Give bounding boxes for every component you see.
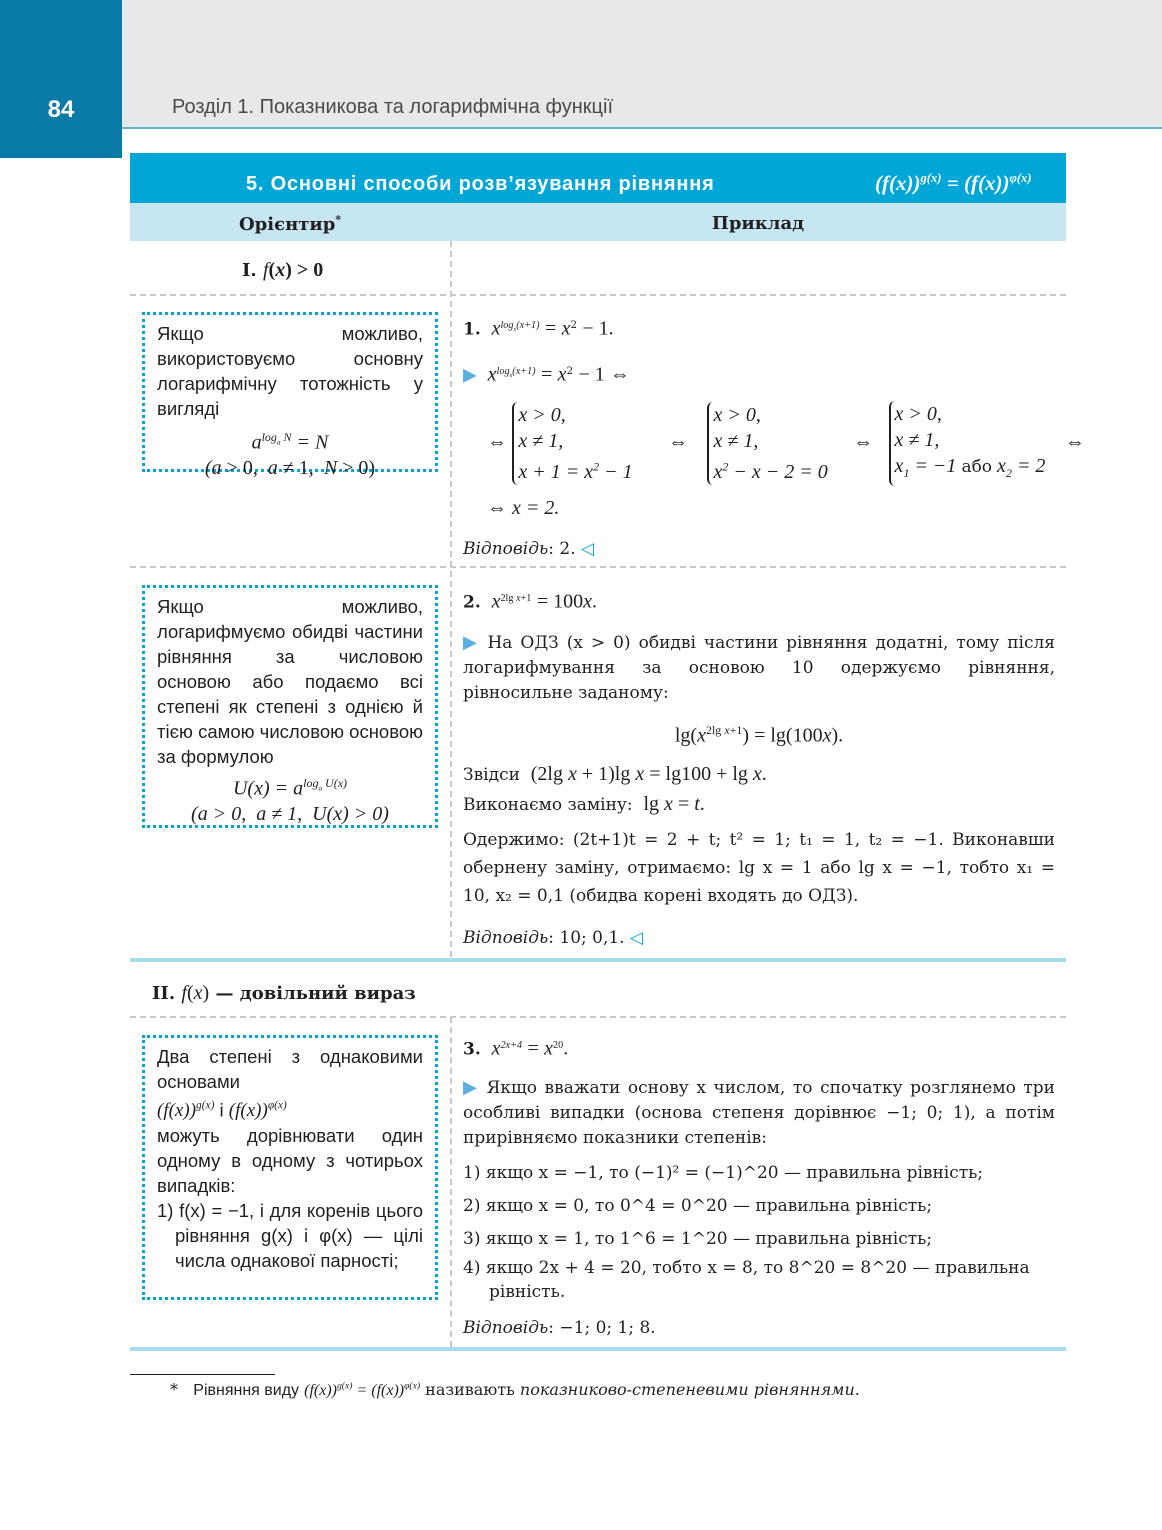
guide-box-2 [142,585,438,828]
example-1-systems: ⇔ x > 0, x ≠ 1, $x + 1 = x^2 - 1$ ⇔ x > 0, x ≠ 1, $x^2 - x - 2 = 0$ ⇔ x > 0, x ≠ 1, $x_1 = -1$ або $x_2 = 2$ ⇔ [463,401,1055,486]
chapter-title: Розділ 1. Показникова та логарифмічна функції [172,96,613,118]
example-2-answer: Відповідь: 10; 0,1. ◁ [463,928,644,949]
answer-end-icon: ◁ [581,539,595,560]
footnote: * Рівняння виду $(f(x))^{g(x)} = (f(x))^{\varphi(x)}$ називають показниково-степеневими рівняннями. [170,1380,860,1399]
solution-marker-icon: ▶ [463,631,480,653]
system-c: x > 0, x ≠ 1, $x_1 = -1$ або $x_2 = 2$ [889,401,1046,486]
section-1-heading: I. f(x) > 0 [242,259,324,281]
table-title-formula: $(f(x))^{g(x)} = (f(x))^{\varphi(x)}$ [875,171,1032,195]
row-divider [130,1016,1066,1018]
example-2-formula: $\lg(x^{2lg x+1}) = \lg(100x)$. [674,722,844,747]
table-title: 5. Основні способи розв’язування рівняння [246,173,715,195]
column-header-guide: Орієнтир* [239,213,341,235]
example-1-step: ▶ $x^{log_x(x+1)} = x^2 - 1$ ⇔ [463,363,630,386]
column-divider [450,241,452,957]
example-2-para-2: Одержимо: (2t+1)t = 2 + t; t² = 1; t₁ = 1, t₂ = −1. Виконавши обернену заміну, отримаємо: lg x = 1 або lg x = −1, тобто x₁ = 10, x₂ = 0,1 (обидва корені входять до ОДЗ). [463,830,1055,907]
example-2-para-1: ▶ На ОДЗ (x > 0) обидві частини рівняння додатні, тому після логарифмування за основою 10 одержуємо рівняння, рівносильне заданому: [463,631,1056,703]
case-item: 1) якщо x = −1, то (−1)² = (−1)^20 — правильна рівність; [463,1162,984,1183]
example-1-result: ⇔ x = 2. [487,497,560,520]
guide-2-formula: $U(x) = a^{log_a U(x)}$ [232,776,348,800]
example-2-substitution: Виконаємо заміну: lg x = t. [463,793,705,816]
table-bottom-rule [130,1347,1066,1351]
guide-3-text: можуть дорівнювати один одному в одному з чотирьох випадків: [157,1125,423,1197]
solution-marker-icon: ▶ [463,1076,480,1098]
section-2-heading: II. f(x) — довільний вираз [152,982,416,1004]
example-2 [463,586,1055,951]
case-item: 4) якщо 2x + 4 = 20, тобто x = 8, то 8^20 = 8^20 — правильна рівність. [463,1257,1030,1302]
example-3-cases [463,1157,1055,1304]
system-b: x > 0, x ≠ 1, $x^2 - x - 2 = 0$ [707,402,827,486]
guide-1-formula: $a^{log_a N} = N$ [251,430,329,454]
header-divider [122,127,1162,129]
guide-2-conditions: (a > 0, a ≠ 1, U(x) > 0) [191,802,389,825]
row-divider [130,294,1066,296]
example-2-equation: 2. $x^{2lg x+1} = 100x$. [463,590,597,613]
example-2-hence: Звідси (2lg x + 1)lg x = lg100 + lg x. [463,763,767,786]
case-item: 3) якщо x = 1, то 1^6 = 1^20 — правильна рівність; [463,1228,933,1249]
case-item: 2) якщо x = 0, то 0^4 = 0^20 — правильна рівність; [463,1195,933,1216]
guide-2-text: Якщо можливо, логарифмуємо обидві частини рівняння за числовою основою або подаємо всі степені як степені з однією й тією самою числовою основою за формулою [157,596,423,767]
guide-3-intro: Два степені з однаковими основами [157,1046,423,1092]
example-3-answer: Відповідь: −1; 0; 1; 8. [463,1317,656,1338]
section-divider [130,958,1066,962]
example-1 [463,313,1085,562]
guide-3-item-1: 1) f(x) = −1, і для коренів цього рівняння g(x) і φ(x) — цілі числа однакової парності; [157,1200,424,1272]
guide-1-conditions: (a > 0, a ≠ 1, N > 0) [204,456,376,479]
system-a: x > 0, x ≠ 1, $x + 1 = x^2 - 1$ [512,402,632,486]
example-1-answer: Відповідь: 2. ◁ [463,539,595,560]
example-3-equation: 3. $x^{2x+4} = x^{20}$. [463,1037,569,1060]
guide-box-1 [142,312,438,479]
guide-3-formulas: $(f(x))^{g(x)}$ і $(f(x))^{\varphi(x)}$ [157,1099,287,1122]
page-number-tab [0,0,122,158]
row-divider [130,566,1066,568]
answer-end-icon: ◁ [630,928,644,949]
column-divider [450,1017,452,1347]
guide-box-3 [142,1035,438,1300]
guide-1-text: Якщо можливо, використовуємо основну логарифмічну тотожність у вигляді [157,323,423,419]
example-3-intro: ▶ Якщо вважати основу x числом, то спочатку розглянемо три особливі випадки (основа степеня дорівнює −1; 0; 1), а потім прирівняємо показники степенів: [463,1076,1055,1148]
example-1-equation: 1. $x^{log_x(x+1)} = x^2 - 1$. [463,317,614,340]
table-title-bar [130,153,1066,203]
column-headers [130,203,1066,241]
page-number: 84 [47,96,75,123]
example-3 [463,1033,1055,1341]
solution-marker-icon: ▶ [463,364,477,386]
column-header-example: Приклад [711,213,805,234]
footnote-rule [130,1374,275,1375]
